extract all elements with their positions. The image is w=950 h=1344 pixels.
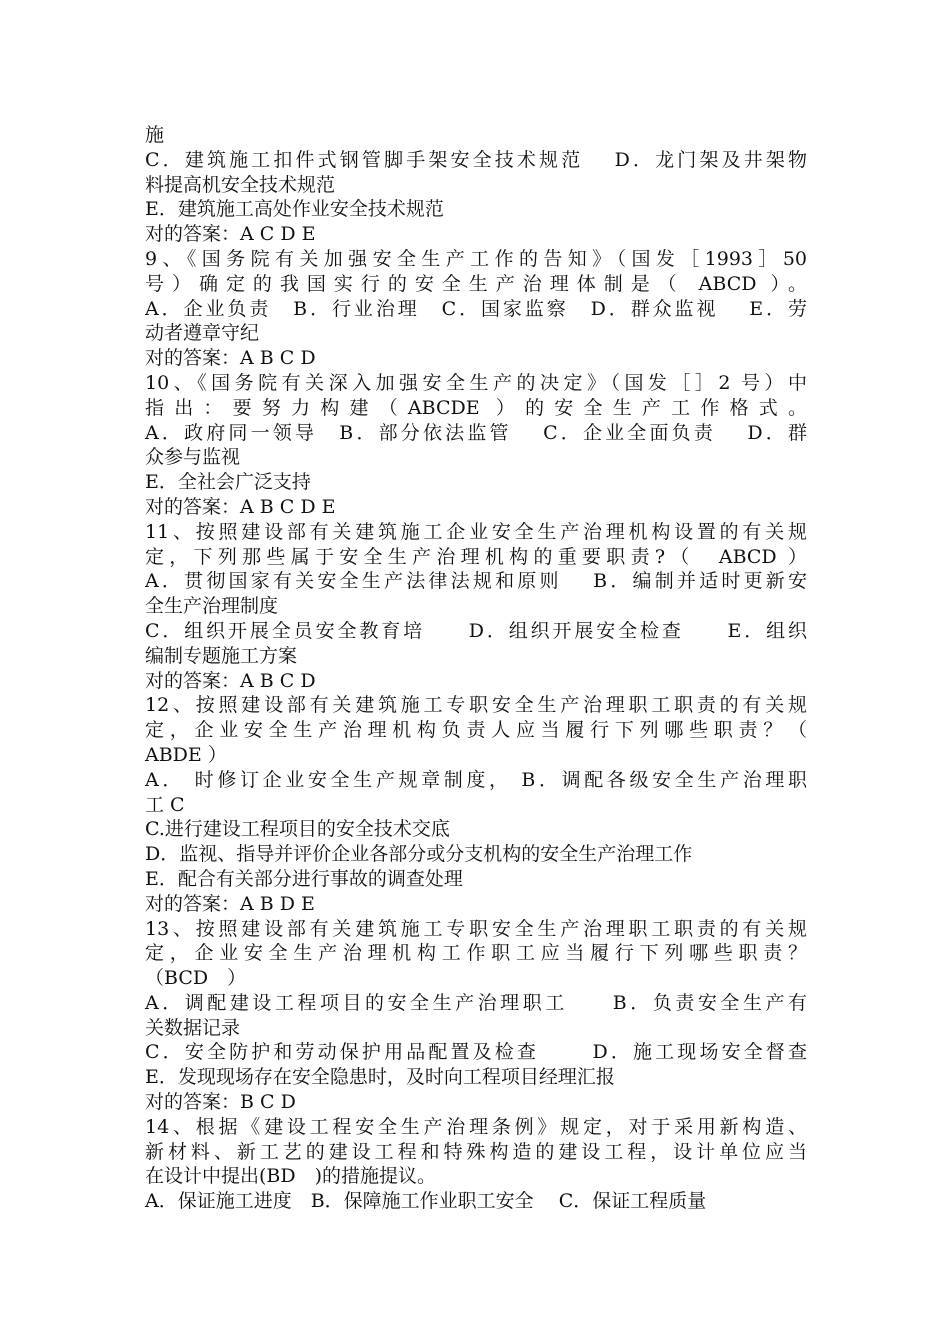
text-line: C．组织开展全员安全教育培 D．组织开展安全检查 E．组织 bbox=[145, 619, 807, 642]
text-line: E．全社会广泛支持 bbox=[145, 471, 311, 494]
text-line: 料提高机安全技术规范 bbox=[145, 173, 336, 196]
text-line: 对的答案：A B C D E bbox=[145, 495, 336, 518]
text-line: 关数据记录 bbox=[145, 1016, 241, 1039]
text-line: E．建筑施工高处作业安全技术规范 bbox=[145, 198, 444, 221]
text-line: E．配合有关部分进行事故的调查处理 bbox=[145, 867, 463, 890]
text-line: A．贯彻国家有关安全生产法律法规和原则 B．编制并适时更新安 bbox=[145, 570, 807, 593]
text-line: 工 C bbox=[145, 793, 185, 816]
text-line: C.进行建设工程项目的安全技术交底 bbox=[145, 818, 450, 841]
text-line: 编制专题施工方案 bbox=[145, 644, 298, 667]
text-line: 对的答案：A B C D bbox=[145, 669, 316, 692]
text-line: 众参与监视 bbox=[145, 446, 241, 469]
text-line: 11、按照建设部有关建筑施工企业安全生产治理机构设置的有关规 bbox=[145, 520, 807, 543]
text-line: C．建筑施工扣件式钢管脚手架安全技术规范 D．龙门架及井架物 bbox=[145, 148, 807, 171]
text-line: 定，企业安全生产治理机构负责人应当履行下列哪些职责？（ bbox=[145, 719, 807, 742]
text-line: C．安全防护和劳动保护用品配置及检查 D．施工现场安全督查 bbox=[145, 1041, 807, 1064]
text-line: 动者遵章守纪 bbox=[145, 322, 260, 345]
text-line: 13、按照建设部有关建筑施工专职安全生产治理职工职责的有关规 bbox=[145, 917, 807, 940]
text-line: 定，下列那些属于安全生产治理机构的重要职责?（ ABCD ） bbox=[145, 545, 807, 568]
text-line: 对的答案：A C D E bbox=[145, 223, 316, 246]
text-line: 施 bbox=[145, 124, 165, 146]
text-line: 12、按照建设部有关建筑施工专职安全生产治理职工职责的有关规 bbox=[145, 694, 807, 717]
text-line: 14、根据《建设工程安全生产治理条例》规定，对于采用新构造、 bbox=[145, 1115, 807, 1138]
text-line: 号）确定的我国实行的安全生产治理体制是（ ABCD ）。 bbox=[145, 272, 807, 295]
text-line: 指出：要努力构建（ABCDE ）的安全生产工作格式。 bbox=[145, 396, 807, 419]
text-line: 新材料、新工艺的建设工程和特殊构造的建设工程，设计单位应当 bbox=[145, 1140, 807, 1163]
text-line: 对的答案：A B C D bbox=[145, 347, 316, 370]
text-line: 10、《国务院有关深入加强安全生产的决定》（国发［］2 号）中 bbox=[145, 371, 807, 394]
text-line: 在设计中提出(BD )的措施提议。 bbox=[145, 1165, 437, 1188]
document-body bbox=[145, 123, 807, 1214]
text-line: ABDE ） bbox=[145, 743, 227, 766]
text-line: 对的答案：A B D E bbox=[145, 892, 315, 915]
text-line: （BCD ） bbox=[145, 967, 247, 990]
text-line: A．政府同一领导 B．部分依法监管 C．企业全面负责 D．群 bbox=[145, 421, 807, 444]
text-line: A． 时修订企业安全生产规章制度， B．调配各级安全生产治理职 bbox=[145, 768, 807, 791]
text-line: A．保证施工进度 B．保障施工作业职工安全 C．保证工程质量 bbox=[145, 1190, 707, 1213]
text-line: A．调配建设工程项目的安全生产治理职工 B．负责安全生产有 bbox=[145, 991, 807, 1014]
text-line: D．监视、指导并评价企业各部分或分支机构的安全生产治理工作 bbox=[145, 843, 693, 866]
text-line: 9、《国务院有关加强安全生产工作的告知》（国发［1993］50 bbox=[145, 247, 807, 270]
text-line: A．企业负责 B．行业治理 C．国家监察 D．群众监视 E．劳 bbox=[145, 297, 807, 320]
text-line: 全生产治理制度 bbox=[145, 595, 279, 618]
text-line: 对的答案：B C D bbox=[145, 1091, 296, 1114]
text-line: 定，企业安全生产治理机构工作职工应当履行下列哪些职责？ bbox=[145, 942, 807, 965]
text-line: E．发现现场存在安全隐患时，及时向工程项目经理汇报 bbox=[145, 1066, 615, 1089]
